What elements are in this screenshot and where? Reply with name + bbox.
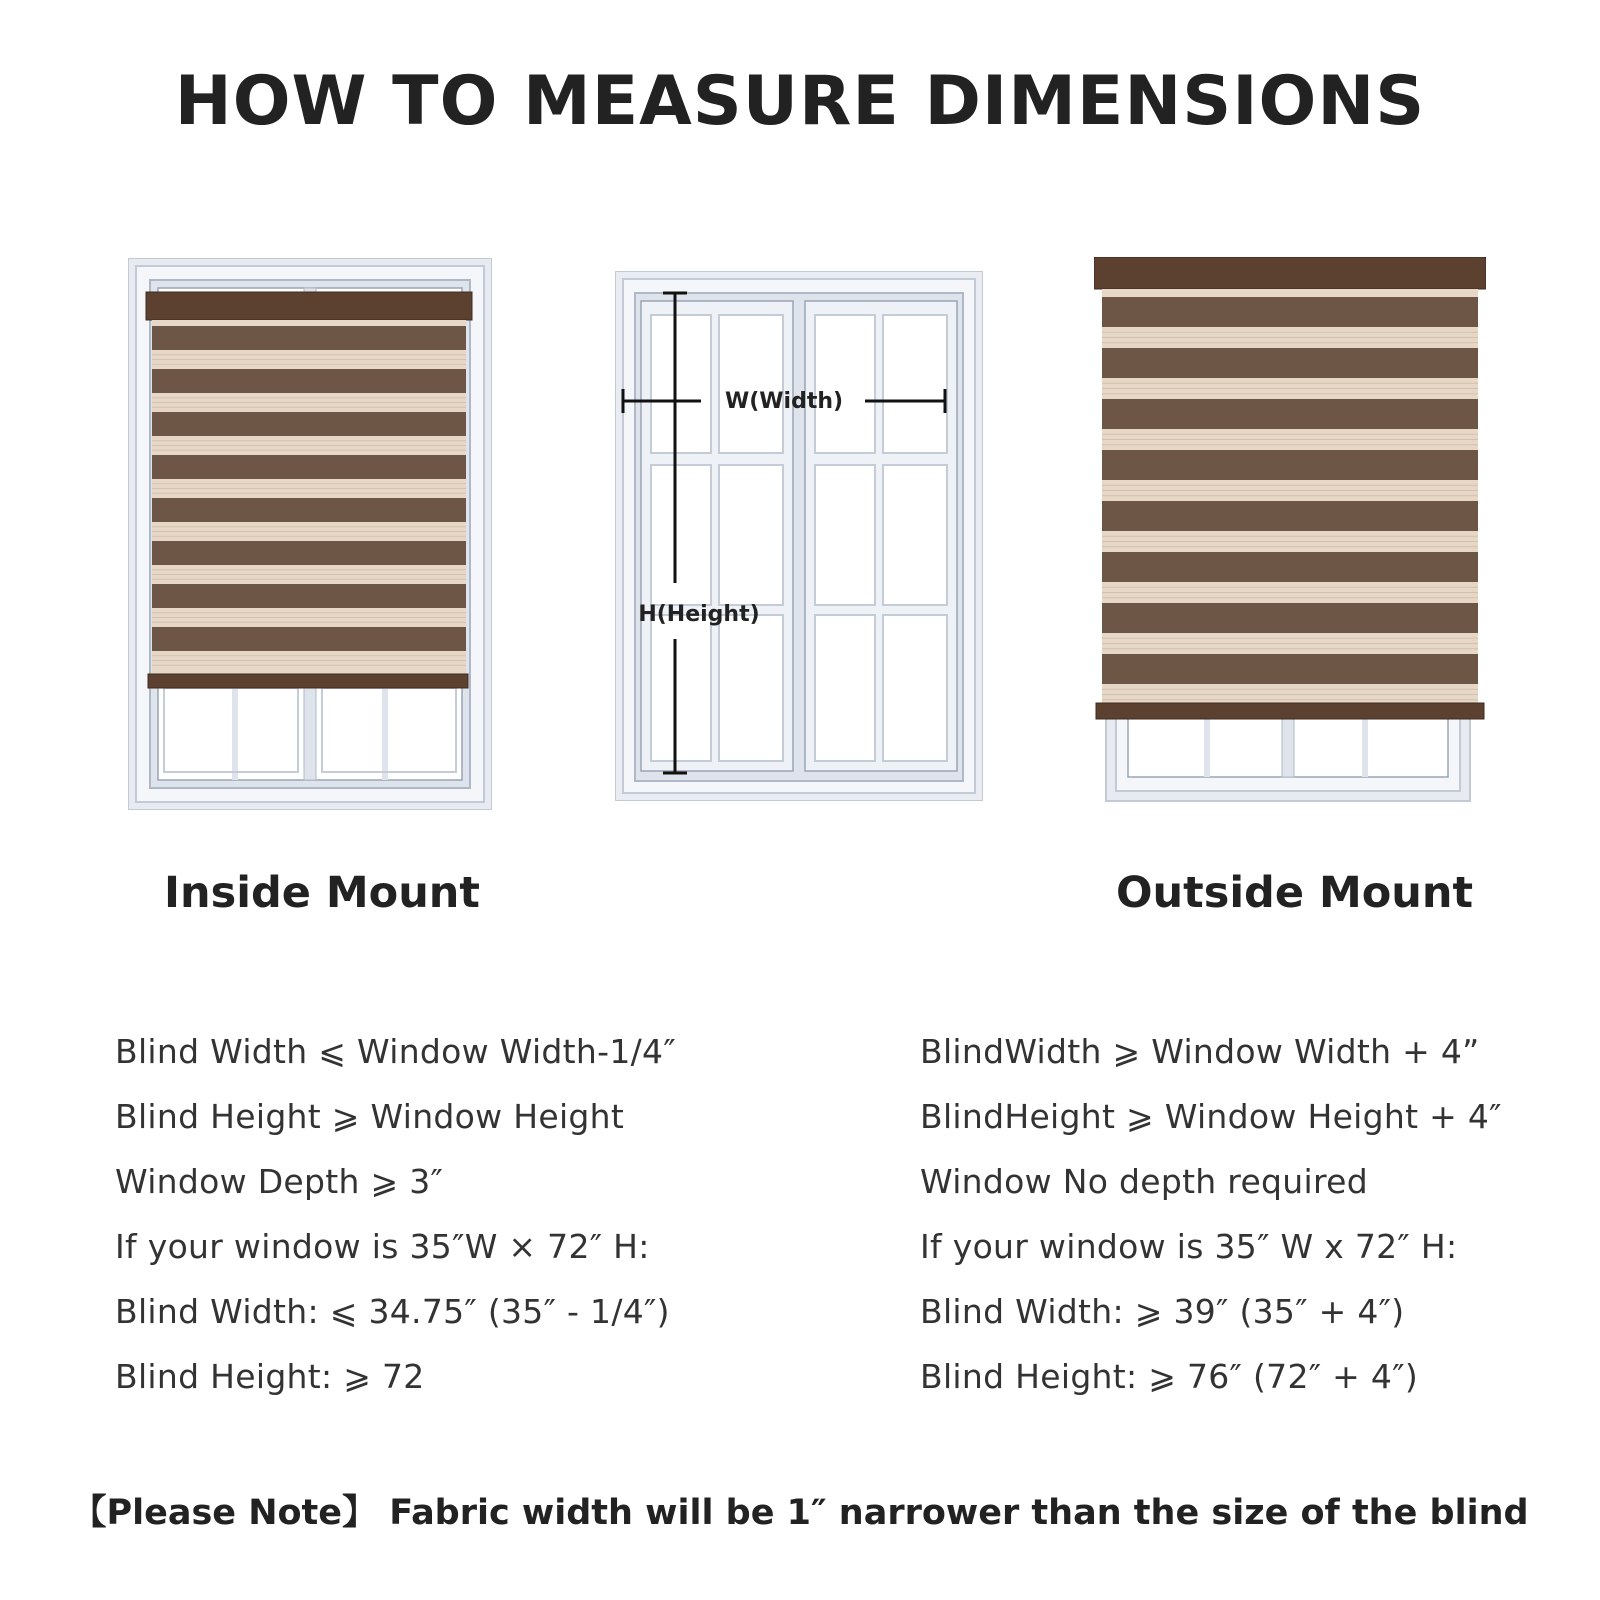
blind-dark-stripe: [152, 627, 466, 651]
blind-dark-stripe: [152, 541, 466, 565]
inside-rule: If your window is 35″W × 72″ H:: [115, 1227, 650, 1266]
outside-mount-illustration: [1094, 257, 1486, 817]
page-title: HOW TO MEASURE DIMENSIONS: [174, 62, 1426, 141]
blind-headrail: [1094, 257, 1486, 289]
blind-bottom-rail: [1096, 703, 1484, 719]
inside-rule: Blind Height ⩾ Window Height: [115, 1097, 625, 1136]
blind-dark-stripe: [1102, 348, 1478, 378]
measure-illustration: [615, 271, 983, 801]
outside-rule: If your window is 35″ W x 72″ H:: [920, 1227, 1458, 1266]
blind-dark-stripe: [1102, 603, 1478, 633]
blind-headrail: [146, 292, 472, 320]
fabric-width-note: 【Please Note】 Fabric width will be 1″ narrower than the size of the blind: [71, 1493, 1529, 1533]
outside-rule: BlindHeight ⩾ Window Height + 4″: [920, 1097, 1502, 1136]
inside-rule: Blind Width ⩽ Window Width-1/4″: [115, 1032, 676, 1071]
blind-dark-stripe: [152, 455, 466, 479]
blind-dark-stripe: [1102, 654, 1478, 684]
inside-mount-illustration: [128, 258, 492, 810]
outside-rule: Blind Height: ⩾ 76″ (72″ + 4″): [920, 1357, 1418, 1396]
blind-dark-stripe: [1102, 450, 1478, 480]
height-label: H(Height): [638, 602, 760, 627]
blind-dark-stripe: [152, 498, 466, 522]
inside-mount-label: Inside Mount: [164, 868, 480, 918]
inside-mount-rules: [115, 1032, 676, 1422]
inside-rule: Blind Width: ⩽ 34.75″ (35″ - 1/4″): [115, 1292, 670, 1331]
outside-rule: BlindWidth ⩾ Window Width + 4”: [920, 1032, 1480, 1071]
outside-mount-rules: [920, 1032, 1502, 1422]
blind-dark-stripe: [152, 412, 466, 436]
outside-rule: Window No depth required: [920, 1162, 1368, 1201]
blind-dark-stripe: [1102, 552, 1478, 582]
blind-dark-stripe: [152, 326, 466, 350]
outside-rule: Blind Width: ⩾ 39″ (35″ + 4″): [920, 1292, 1405, 1331]
outside-mount-label: Outside Mount: [1116, 868, 1474, 918]
blind-dark-stripe: [152, 584, 466, 608]
blind-dark-stripe: [152, 369, 466, 393]
width-label: W(Width): [724, 389, 844, 414]
inside-rule: Blind Height: ⩾ 72: [115, 1357, 425, 1396]
blind-dark-stripe: [1102, 297, 1478, 327]
blind-dark-stripe: [1102, 399, 1478, 429]
inside-rule: Window Depth ⩾ 3″: [115, 1162, 444, 1201]
blind-bottom-rail: [148, 674, 468, 688]
blind-dark-stripe: [1102, 501, 1478, 531]
